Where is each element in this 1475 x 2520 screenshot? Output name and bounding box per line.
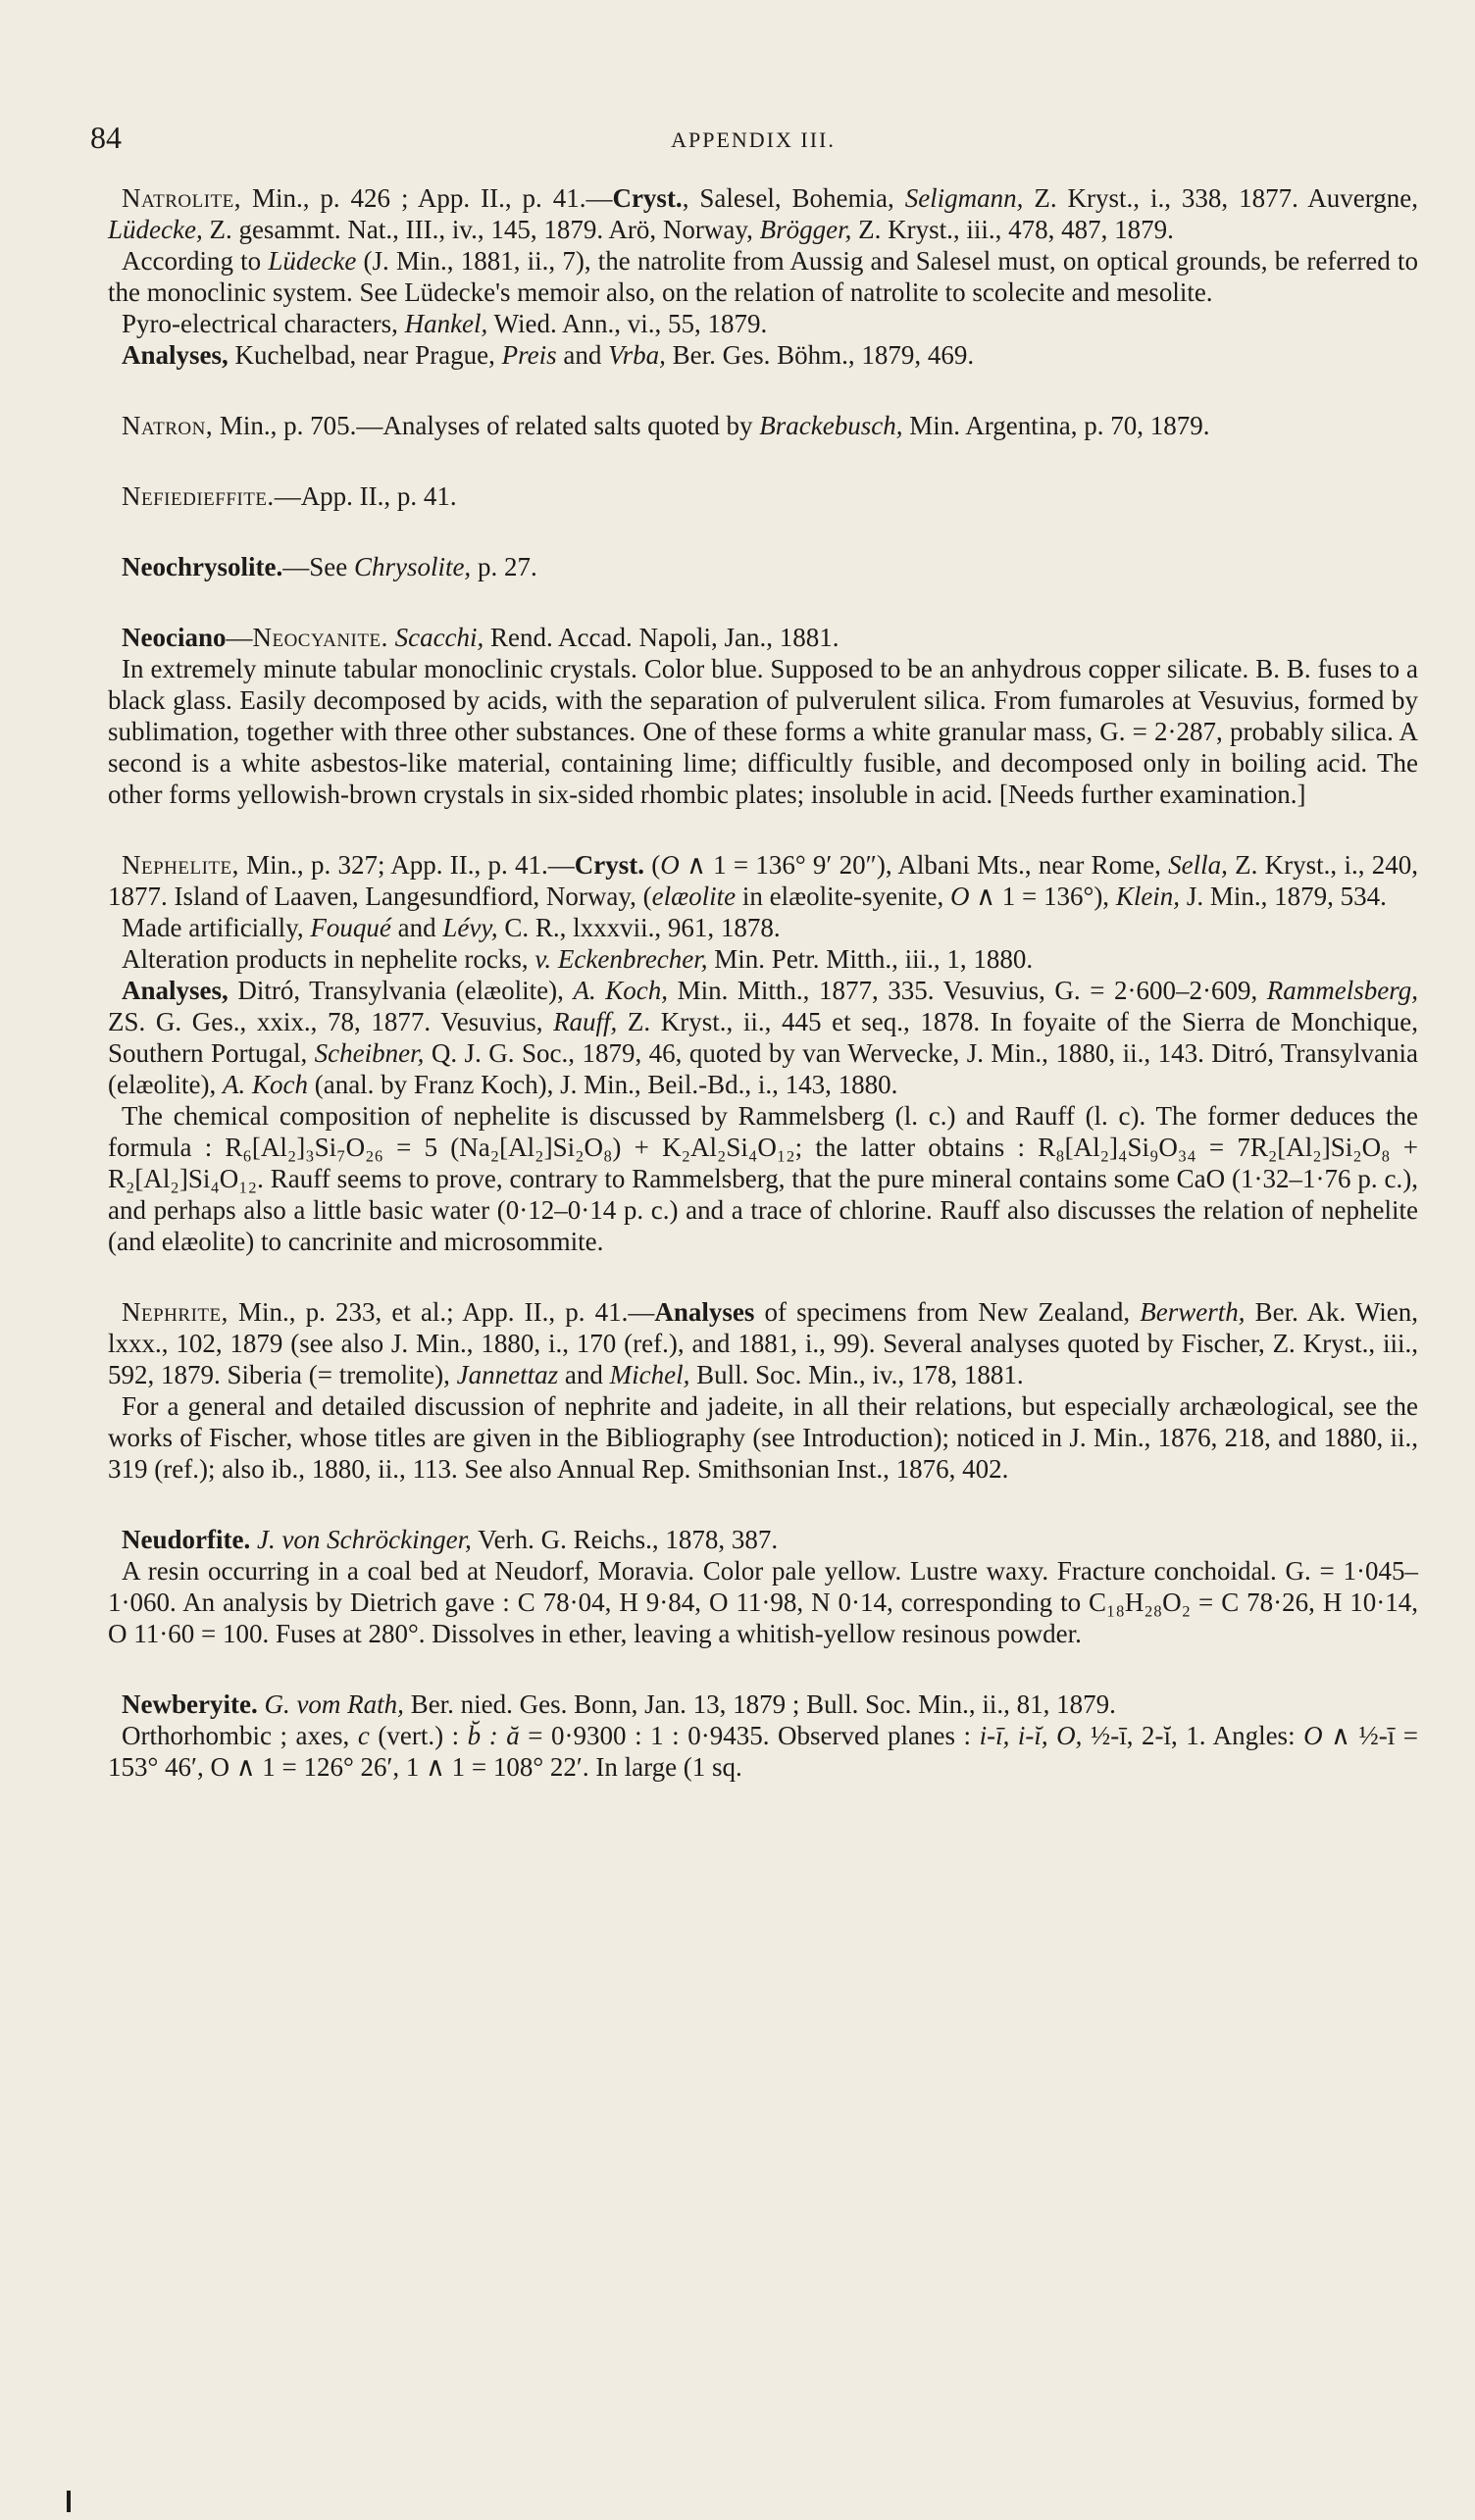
text: i-ī, i-ĭ, O,	[979, 1721, 1083, 1750]
text: Bull. Soc. Min., iv., 178, 1881.	[689, 1360, 1024, 1389]
text: Cryst.	[612, 183, 683, 213]
author: Rammelsberg,	[1266, 976, 1418, 1005]
entry-newberyite	[108, 1688, 1418, 1783]
text: Analyses,	[122, 340, 229, 370]
author: Fouqué	[310, 913, 391, 942]
text: C. R., lxxxvii., 961, 1878.	[497, 913, 781, 942]
entry-nephelite	[108, 849, 1418, 1257]
text: Ber. nied. Ges. Bonn, Jan. 13, 1879 ; Bull. Soc. Min., ii., 81, 1879.	[403, 1689, 1116, 1719]
paragraph	[108, 182, 1418, 245]
entry-neociano	[108, 622, 1418, 810]
text: Rend. Accad. Napoli, Jan., 1881.	[483, 623, 839, 652]
text: of specimens from New Zealand,	[754, 1297, 1141, 1327]
author: Sella,	[1168, 850, 1228, 880]
text: ∧ 1 = 136°),	[969, 882, 1116, 911]
paragraph: A resin occurring in a coal bed at Neudorf, Moravia. Color pale yellow. Lustre waxy. Fracture conchoidal. G. = 1·045–1·060. An analysis by Dietrich gave : C 78·04, H 9·84, O 11·98, N 0·14, corresponding to C₁₈H₂₈O₂ = C 78·26, H 10·14, O 11·60 = 100. Fuses at 280°. Dissolves in ether, leaving a whitish-yellow resinous powder.	[108, 1556, 1418, 1648]
text: Z. Kryst., i., 338, 1877. Auvergne,	[1023, 183, 1418, 213]
paragraph	[108, 245, 1418, 308]
author: Lüdecke,	[108, 215, 203, 244]
paragraph	[108, 1688, 1418, 1720]
text: O	[660, 850, 680, 880]
text: Alteration products in nephelite rocks,	[122, 944, 535, 974]
text: and	[558, 1360, 610, 1389]
text: —	[226, 623, 253, 652]
author: Scacchi,	[394, 623, 484, 652]
page-body	[108, 182, 1418, 1822]
text: elæolite	[651, 882, 737, 911]
text: —App. II., p. 41.	[274, 481, 457, 511]
paragraph: The chemical composition of nephelite is discussed by Rammelsberg (l. c.) and Rauff (l. c). The former deduces the formula : R₆[Al₂]₃Si₇O₂₆ = 5 (Na₂[Al₂]Si₂O₈) + K₂Al₂Si₄O₁₂; the latter obtains : R₈[Al₂]₄Si₉O₃₄ = 7R₂[Al₂]Si₂O₈ + R₂[Al₂]Si₄O₁₂. Rauff seems to prove, contrary to Rammelsberg, that the pure mineral contains some CaO (1·32–1·76 p. c.), and perhaps also a little basic water (0·12–0·14 p. c.) and a trace of chlorine. Rauff also discusses the relation of nephelite (and elæolite) to cancrinite and microsommite.	[108, 1101, 1418, 1256]
text: Z. Kryst., ii., 445 et seq., 1878. In foyaite of the Sierra de Monchique, Southern Portugal,	[108, 1007, 1418, 1068]
text: J. Min., 1879, 534.	[1180, 882, 1387, 911]
page-header	[90, 120, 1416, 159]
paragraph	[108, 975, 1418, 1100]
paragraph	[108, 551, 1418, 582]
text: p. 27.	[471, 552, 537, 581]
text: Kuchelbad, near Prague,	[228, 340, 502, 370]
text: (J. Min., 1881, ii., 7), the natrolite from Aussig and Salesel must, on optical grounds, be referred to the monoclinic system. See Lüdecke's memoir also, on the relation of natrolite to scolecite and mesolite.	[108, 246, 1418, 307]
text: = 0·9300 : 1 : 0·9435. Observed planes :	[519, 1721, 980, 1750]
entry-heading: Neochrysolite.	[122, 552, 283, 581]
author: Lüdecke	[268, 246, 357, 276]
entry-heading: Natron,	[122, 411, 214, 440]
author: Vrba,	[608, 340, 666, 370]
paragraph	[108, 943, 1418, 975]
paragraph: For a general and detailed discussion of nephrite and jadeite, in all their relations, but especially archæological, see the works of Fischer, whose titles are given in the Bibliography (see Introduction); noticed in J. Min., 1876, 218, and 1880, ii., 319 (ref.); also ib., 1880, ii., 113. See also Annual Rep. Smithsonian Inst., 1876, 402.	[108, 1391, 1418, 1484]
text: (	[644, 850, 661, 880]
text: Min., p. 327; App. II., p. 41.—	[238, 850, 575, 880]
text: ∧ ½-ī = 153° 46′, O ∧ 1 = 126° 26′, 1 ∧ 1 = 108° 22′. In large (1 sq.	[108, 1721, 1418, 1782]
text: Made artificially,	[122, 913, 311, 942]
text: Ber. Ges. Böhm., 1879, 469.	[665, 340, 975, 370]
author: G. vom Rath,	[264, 1689, 404, 1719]
text: O	[950, 882, 970, 911]
author: Berwerth,	[1140, 1297, 1246, 1327]
entry-natron	[108, 410, 1418, 441]
text: Analyses,	[122, 976, 229, 1005]
text: ∧ 1 = 136° 9′ 20″), Albani Mts., near Rome,	[679, 850, 1169, 880]
author: Rauff,	[553, 1007, 618, 1036]
text: —See	[282, 552, 354, 581]
text: in elæolite-syenite,	[736, 882, 951, 911]
text: ½-ī, 2-ĭ, 1. Angles:	[1082, 1721, 1304, 1750]
entry-heading: Natrolite,	[122, 183, 242, 213]
text: c	[357, 1721, 370, 1750]
author: A. Koch,	[573, 976, 669, 1005]
paragraph: In extremely minute tabular monoclinic crystals. Color blue. Supposed to be an anhydrous copper silicate. B. B. fuses to a black glass. Easily decomposed by acids, with the separation of pulverulent silica. From fumaroles at Vesuvius, formed by sublimation, together with three other substances. One of these forms a white granular mass, G. = 2·287, probably silica. A second is a white asbestos-like material, containing lime; difficultly fusible, and decomposed only in boiling acid. The other forms yellowish-brown crystals in six-sided rhombic plates; insoluble in acid. [Needs further examination.]	[108, 654, 1418, 809]
entry-heading: Newberyite.	[122, 1689, 258, 1719]
author: Brögger,	[759, 215, 852, 244]
entry-natrolite	[108, 182, 1418, 371]
text: Wied. Ann., vi., 55, 1879.	[487, 309, 768, 338]
running-head: APPENDIX III.	[671, 127, 836, 152]
text: Min., p. 233, et al.; App. II., p. 41.—	[228, 1297, 655, 1327]
entry-nephrite	[108, 1296, 1418, 1485]
entry-heading: Neudorfite.	[122, 1525, 251, 1554]
author: Michel,	[609, 1360, 690, 1389]
text: Q. J. G. Soc., 1879, 46, quoted by van Wervecke, J. Min., 1880, ii., 143. Ditró, Transylvania (elæolite),	[108, 1038, 1418, 1099]
paragraph	[108, 1720, 1418, 1783]
text: (vert.) :	[369, 1721, 468, 1750]
author: Klein,	[1115, 882, 1181, 911]
text: Z. gesammt. Nat., III., iv., 145, 1879. Arö, Norway,	[202, 215, 760, 244]
text: Min. Argentina, p. 70, 1879.	[902, 411, 1210, 440]
paragraph	[108, 1524, 1418, 1555]
entry-neudorfite	[108, 1524, 1418, 1649]
paragraph	[108, 308, 1418, 339]
page-edge-mark	[67, 2491, 71, 2512]
text: Ber. Ak. Wien, lxxx., 102, 1879 (see also J. Min., 1880, i., 170 (ref.), and 1881, i., 99). Several analyses quoted by Fischer, Z. Kryst., iii., 592, 1879. Siberia (= tremolite),	[108, 1297, 1418, 1389]
text: , Salesel, Bohemia,	[682, 183, 905, 213]
text: Min. Mitth., 1877, 335. Vesuvius, G. = 2·600–2·609,	[668, 976, 1267, 1005]
entry-heading: Neociano	[122, 623, 227, 652]
text	[250, 1525, 257, 1554]
author: Seligmann,	[904, 183, 1024, 213]
text: Orthorhombic ; axes,	[122, 1721, 358, 1750]
paragraph	[108, 1296, 1418, 1390]
author: Brackebusch,	[759, 411, 903, 440]
entry-heading: Nephrite,	[122, 1297, 229, 1327]
text: (anal. by Franz Koch), J. Min., Beil.-Bd., i., 143, 1880.	[307, 1070, 898, 1099]
text: According to	[122, 246, 269, 276]
cross-reference: Chrysolite,	[353, 552, 472, 581]
author: A. Koch	[222, 1070, 308, 1099]
paragraph	[108, 410, 1418, 441]
paragraph	[108, 339, 1418, 371]
text: Ditró, Transylvania (elæolite),	[228, 976, 574, 1005]
text: Verh. G. Reichs., 1878, 387.	[471, 1525, 779, 1554]
paragraph	[108, 849, 1418, 912]
text: b̆ : ă	[467, 1721, 520, 1750]
paragraph	[108, 622, 1418, 653]
author: Preis	[501, 340, 557, 370]
entry-heading: Nephelite,	[122, 850, 239, 880]
text: Min., p. 426 ; App. II., p. 41.—	[241, 183, 613, 213]
text: Z. Kryst., iii., 478, 487, 1879.	[851, 215, 1174, 244]
author: Scheibner,	[314, 1038, 425, 1068]
text: and	[390, 913, 443, 942]
entry-neochrysolite	[108, 551, 1418, 582]
entry-heading-alt: Neocyanite.	[252, 623, 388, 652]
text: Pyro-electrical characters,	[122, 309, 405, 338]
paragraph	[108, 912, 1418, 943]
author: Lévy,	[442, 913, 498, 942]
text: O	[1303, 1721, 1323, 1750]
author: Jannettaz	[456, 1360, 559, 1389]
text	[388, 623, 395, 652]
author: J. von Schröckinger,	[256, 1525, 472, 1554]
text: Cryst.	[574, 850, 645, 880]
page-number: 84	[90, 120, 122, 155]
author: v. Eckenbrecher,	[534, 944, 708, 974]
entry-nefiedieffite	[108, 480, 1418, 512]
text: and	[556, 340, 609, 370]
author: Hankel,	[404, 309, 488, 338]
text: Analyses	[654, 1297, 755, 1327]
text: ZS. G. Ges., xxix., 78, 1877. Vesuvius,	[108, 1007, 554, 1036]
text: Z. Kryst., i., 240, 1877. Island of Laaven, Langesundfiord, Norway, (	[108, 850, 1418, 911]
text: Min. Petr. Mitth., iii., 1, 1880.	[707, 944, 1034, 974]
paragraph	[108, 480, 1418, 512]
entry-heading: Nefiedieffite.	[122, 481, 275, 511]
text: Min., p. 705.—Analyses of related salts quoted by	[213, 411, 760, 440]
